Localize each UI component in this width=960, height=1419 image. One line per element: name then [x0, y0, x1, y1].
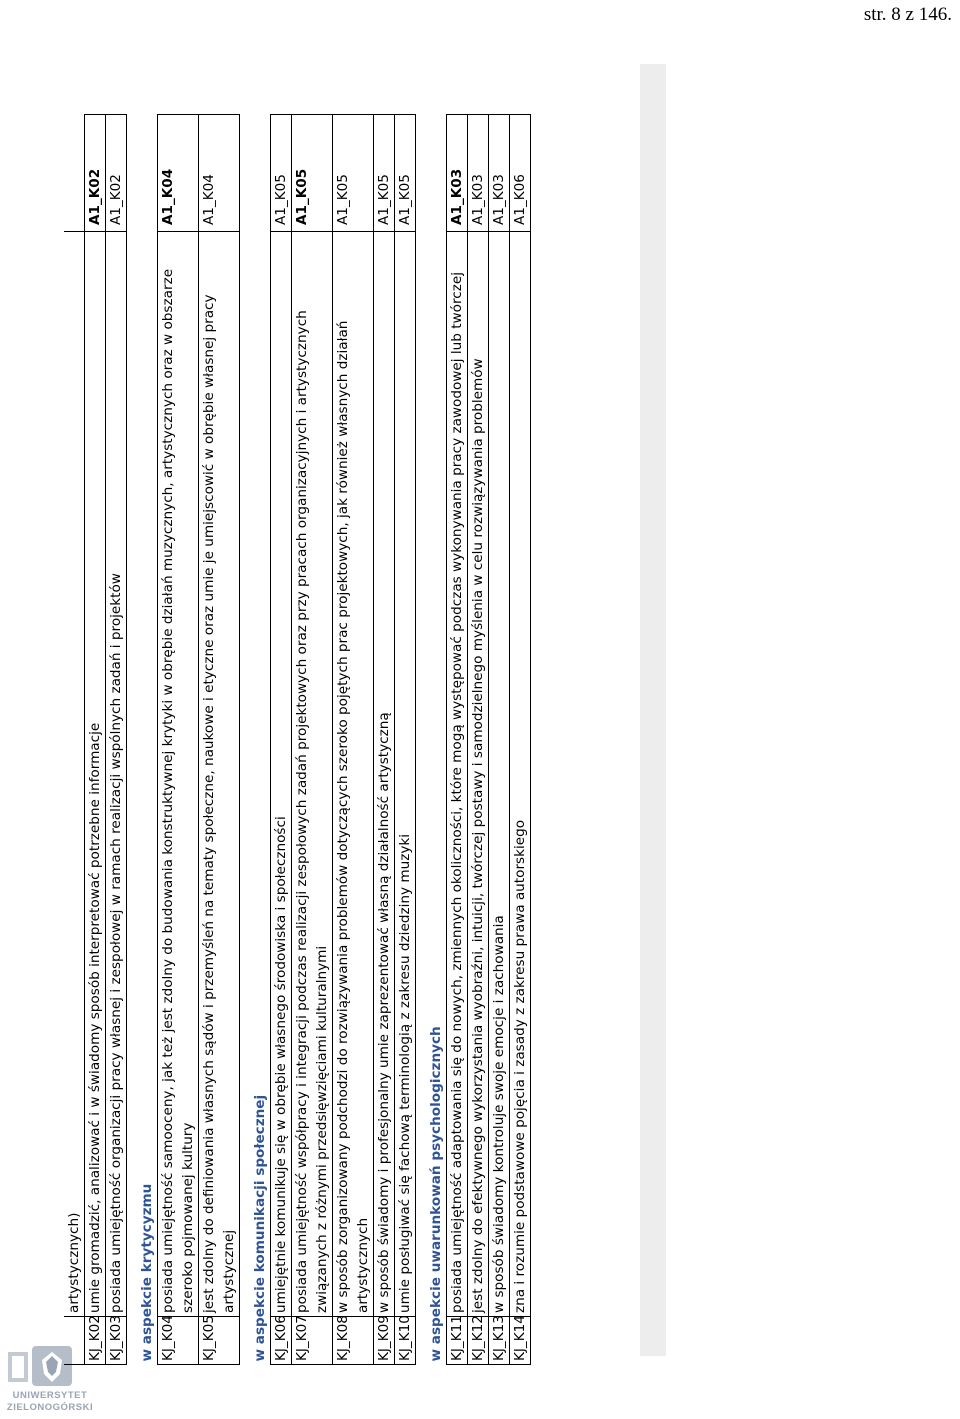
- logo-text-line1: UNIWERSYTET: [12, 1390, 88, 1401]
- outcome-reference: A1_K05: [271, 115, 292, 232]
- outcome-description: umie posługiwać się fachową terminologią z zakresu dziedziny muzyki: [395, 232, 416, 1317]
- outcome-code: KJ_K12: [468, 1317, 489, 1365]
- page-number: str. 8 z 146.: [863, 4, 952, 25]
- section-heading-row: [240, 115, 271, 1365]
- table-row: [271, 115, 292, 1365]
- outcome-code: KJ_K04: [158, 1317, 199, 1365]
- outcome-code: KJ_K06: [271, 1317, 292, 1365]
- outcome-code: KJ_K10: [395, 1317, 416, 1365]
- outcome-code: KJ_K14: [510, 1317, 531, 1365]
- outcome-description: umie gromadzić, analizować i w świadomy sposób interpretować potrzebne informacje: [85, 232, 106, 1317]
- outcome-code: KJ_K02: [85, 1317, 106, 1365]
- outcome-description: artystycznych): [64, 232, 85, 1317]
- outcome-reference: A1_K03: [468, 115, 489, 232]
- outcome-description: w sposób świadomy i profesjonalny umie zaprezentować własną działalność artystyczną: [374, 232, 395, 1317]
- section-heading: w aspekcie komunikacji społecznej: [252, 1094, 268, 1362]
- outcome-code: KJ_K09: [374, 1317, 395, 1365]
- table-row: [510, 115, 531, 1365]
- section-heading: w aspekcie krytycyzmu: [139, 1183, 155, 1362]
- table-row: [158, 115, 199, 1365]
- table-row: [374, 115, 395, 1365]
- outcome-reference: A1_K05: [333, 115, 374, 232]
- outcome-description: zna i rozumie podstawowe pojęcia i zasady z zakresu prawa autorskiego: [510, 232, 531, 1317]
- outcome-code: KJ_K13: [489, 1317, 510, 1365]
- outcome-description: w sposób świadomy kontroluje swoje emocje i zachowania: [489, 232, 510, 1317]
- section-heading-row: [127, 115, 158, 1365]
- table-row: [489, 115, 510, 1365]
- outcome-description: w sposób zorganizowany podchodzi do rozwiązywania problemów dotyczących szeroko pojętych prac projektowych, jak również własnych działań artystycznych: [333, 232, 374, 1317]
- section-heading-row: [416, 115, 447, 1365]
- outcome-reference: [64, 115, 85, 232]
- table-row: [333, 115, 374, 1365]
- table-row: [106, 115, 127, 1365]
- outcome-code: KJ_K05: [199, 1317, 240, 1365]
- learning-outcomes-table: [64, 114, 531, 1365]
- learning-outcomes-table-wrapper: [64, 115, 620, 1365]
- outcome-code: KJ_K11: [447, 1317, 468, 1365]
- table-row: [447, 115, 468, 1365]
- section-heading: w aspekcie uwarunkowań psychologicznych: [428, 1026, 444, 1362]
- outcome-description: umiejętnie komunikuje się w obrębie własnego środowiska i społeczności: [271, 232, 292, 1317]
- outcome-reference: A1_K05: [374, 115, 395, 232]
- logo-text-line2: ZIELONOGÓRSKI: [6, 1402, 94, 1413]
- table-row: [64, 115, 85, 1365]
- outcome-reference: A1_K05: [292, 115, 333, 232]
- outcome-reference: A1_K04: [158, 115, 199, 232]
- outcome-description: posiada umiejętność współpracy i integracji podczas realizacji zespołowych zadań projektowych oraz przy pracach organizacyjnych i artystycznych związanych z różnymi przedsięwzięciami kulturalnymi: [292, 232, 333, 1317]
- outcome-reference: A1_K06: [510, 115, 531, 232]
- outcome-description: posiada umiejętność organizacji pracy własnej i zespołowej w ramach realizacji wspólnych zadań i projektów: [106, 232, 127, 1317]
- outcome-reference: A1_K03: [447, 115, 468, 232]
- outcome-reference: A1_K04: [199, 115, 240, 232]
- outcome-reference: A1_K05: [395, 115, 416, 232]
- outcome-reference: A1_K02: [106, 115, 127, 232]
- table-row: [292, 115, 333, 1365]
- table-row: [468, 115, 489, 1365]
- outcome-reference: A1_K03: [489, 115, 510, 232]
- outcome-description: posiada umiejętność adaptowania się do nowych, zmiennych okoliczności, które mogą występować podczas wykonywania pracy zawodowej lub twórczej: [447, 232, 468, 1317]
- outcome-code: KJ_K07: [292, 1317, 333, 1365]
- table-row: [85, 115, 106, 1365]
- page-margin-band: [640, 64, 666, 1356]
- outcome-code: KJ_K08: [333, 1317, 374, 1365]
- outcome-code: [64, 1317, 85, 1365]
- outcome-description: posiada umiejętność samooceny, jak też jest zdolny do budowania konstruktywnej krytyki w obrębie działań muzycznych, artystycznych oraz w obszarze szeroko pojmowanej kultury: [158, 232, 199, 1317]
- outcome-description: jest zdolny do efektywnego wykorzystania wyobraźni, intuicji, twórczej postawy i samodzielnego myślenia w celu rozwiązywania problemów: [468, 232, 489, 1317]
- table-row: [199, 115, 240, 1365]
- outcome-reference: A1_K02: [85, 115, 106, 232]
- table-row: [395, 115, 416, 1365]
- outcome-description: jest zdolny do definiowania własnych sądów i przemyśleń na tematy społeczne, naukowe i etyczne oraz umie je umiejscowić w obrębie własnej pracy artystycznej: [199, 232, 240, 1317]
- outcome-code: KJ_K03: [106, 1317, 127, 1365]
